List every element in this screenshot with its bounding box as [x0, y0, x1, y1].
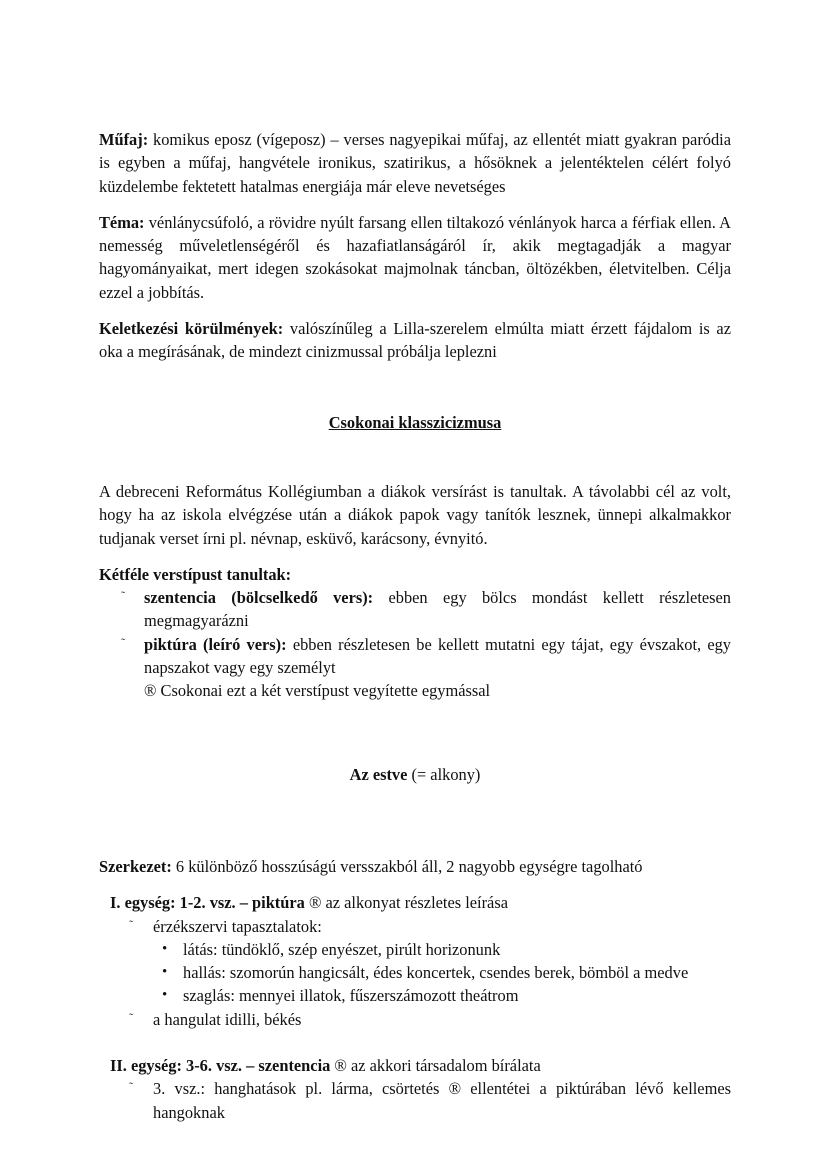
paragraph-tema-text: vénlánycsúfoló, a rövidre nyúlt farsang ellen tiltakozó vénlányok harca a férfiak ellen. A nemesség műveletlenségéről és hazafiatlanságáról ír, akik megtagadják a magyar hagyományaikat, mert idegen szokásokat majmolnak táncban, öltözékben, életvitelben. Célja ezzel a jobbítás. [99, 212, 731, 302]
paragraph-keletkezes-label: Keletkezési körülmények: [99, 319, 284, 339]
spacer [99, 377, 731, 411]
list-item-text: 3. vsz.: hanghatások pl. lárma, csörtetés ® ellentétei a piktúrában lévő kellemes hangoknak [153, 1079, 731, 1122]
list-item [99, 915, 731, 938]
list-item [99, 586, 731, 633]
spacer [99, 1031, 731, 1054]
round-bullet-icon: • [162, 964, 168, 981]
unit-heading-i-label: I. egység: 1-2. vsz. – piktúra [110, 893, 305, 913]
list-unit-two-items [99, 1077, 731, 1124]
list-item-term: piktúra (leíró vers): [144, 634, 287, 654]
list-hangulat [99, 1008, 731, 1031]
tilde-bullet-icon: ˜ [129, 1009, 134, 1025]
tilde-bullet-icon: ˜ [121, 588, 126, 604]
note-verstipus-vegyites-text: Csokonai ezt a két verstípust vegyítette egymással [156, 681, 491, 701]
list-item [153, 938, 731, 961]
paragraph-szerkezet-text: 6 különböző hosszúságú versszakból áll, 2 nagyobb egységre tagolható [171, 856, 643, 876]
tilde-bullet-icon: ˜ [129, 916, 134, 932]
round-bullet-icon: • [162, 940, 168, 957]
list-item [99, 1008, 731, 1031]
list-erzekszervi [99, 915, 731, 938]
list-item-text: hallás: szomorún hangicsált, édes koncertek, csendes berek, bömböl a medve [183, 963, 689, 983]
paragraph-tema [99, 211, 731, 304]
round-bullet-icon: • [162, 987, 168, 1004]
poem-title-gloss: (= alkony) [407, 764, 481, 784]
paragraph-debreceni-kollegium: A debreceni Református Kollégiumban a diákok versírást is tanultak. A távolabbi cél az volt, hogy ha az iskola elvégzése után a diákok papok vagy tanítók lesznek, ünnepi alkalmakkor tudjanak verset írni pl. névnap, esküvő, karácsony, évnyitó. [99, 481, 731, 548]
section-heading-csokonai-klasszicizmusa: Csokonai klasszicizmusa [328, 412, 502, 432]
spacer [99, 703, 731, 749]
note-verstipus-vegyites [99, 679, 731, 702]
list-item-text: érzékszervi tapasztalatok: [153, 916, 322, 936]
document-body [99, 128, 731, 1124]
list-erzekelesek [99, 938, 731, 1008]
unit-heading-ii [99, 1054, 731, 1077]
registered-arrow-icon: ® [144, 681, 157, 701]
unit-heading-ii-text: ® az akkori társadalom bírálata [330, 1056, 541, 1076]
paragraph-szerkezet [99, 855, 731, 878]
list-item-text: szaglás: mennyei illatok, fűszerszámozott theátrom [183, 986, 519, 1006]
spacer [99, 786, 731, 832]
paragraph-mufaj-label: Műfaj: [99, 130, 149, 149]
paragraph-keletkezes [99, 317, 731, 364]
list-item-text: látás: tündöklő, szép enyészet, pirúlt horizonunk [183, 939, 501, 959]
list-item [153, 984, 731, 1007]
spacer [99, 434, 731, 480]
list-item-text: ebben egy bölcs mondást kellett részletesen megmagyarázni [144, 588, 731, 631]
list-item [99, 633, 731, 680]
unit-heading-i [99, 891, 731, 914]
list-item-text: ebben részletesen be kellett mutatni egy tájat, egy évszakot, egy napszakot vagy egy személyt [144, 634, 731, 678]
subheading-ketfele-verstipust: Kétféle verstípust tanultak: [99, 564, 292, 584]
unit-heading-ii-label: II. egység: 3-6. vsz. – szentencia [110, 1056, 331, 1076]
spacer [99, 749, 731, 763]
tilde-bullet-icon: ˜ [121, 634, 126, 650]
paragraph-keletkezes-text: valószínűleg a Lilla-szerelem elmúlta miatt érzett fájdalom is az oka a megírásának, de mindezt cinizmussal próbálja leplezni [99, 319, 731, 362]
paragraph-mufaj [99, 128, 731, 198]
list-item-term: szentencia (bölcselkedő vers): [144, 588, 374, 608]
list-item [153, 961, 731, 984]
poem-title-main: Az estve [349, 764, 408, 784]
list-verstipusok [99, 586, 731, 679]
list-item [99, 1077, 731, 1124]
unit-heading-i-text: ® az alkonyat részletes leírása [304, 893, 508, 913]
paragraph-tema-label: Téma: [99, 212, 145, 232]
tilde-bullet-icon: ˜ [129, 1079, 134, 1095]
paragraph-szerkezet-label: Szerkezet: [99, 856, 172, 876]
spacer [99, 832, 731, 855]
list-item-text: a hangulat idilli, békés [153, 1009, 302, 1029]
paragraph-mufaj-text: komikus eposz (vígeposz) – verses nagyepikai műfaj, az ellentét miatt gyakran paródia is egyben a műfaj, hangvétele ironikus, szatirikus, a hősöknek a jelentéktelen célért folyó küzdelembe fektetett hatalmas energiája már eleve nevetséges [99, 130, 731, 196]
poem-title-az-estve [99, 763, 731, 786]
